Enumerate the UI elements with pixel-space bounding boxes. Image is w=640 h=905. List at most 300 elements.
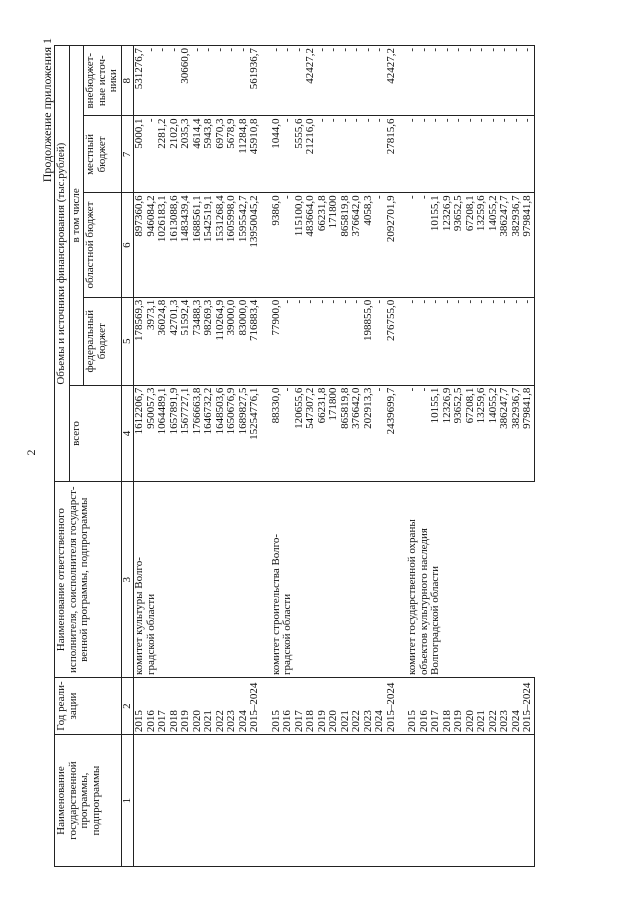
regional-cell: 66231,8	[317, 193, 329, 297]
federal-cell: 39000,0	[226, 297, 238, 385]
extra-cell: -	[419, 46, 431, 116]
year-cell: 2023	[499, 677, 511, 734]
local-cell: 5555,6	[294, 116, 306, 193]
local-cell: -	[499, 116, 511, 193]
total-cell: 67208,1	[465, 385, 477, 482]
executor-cell	[271, 482, 398, 678]
program-name-cell	[226, 735, 238, 867]
total-cell: 1766663,8	[192, 385, 204, 482]
table-row	[522, 46, 534, 867]
local-cell: -	[146, 116, 158, 193]
local-cell: -	[340, 116, 352, 193]
extra-cell: -	[340, 46, 352, 116]
extra-cell: -	[169, 46, 181, 116]
program-name-cell	[386, 735, 398, 867]
total-cell: 2439699,7	[386, 385, 398, 482]
extra-cell: -	[271, 46, 283, 116]
total-cell: 93652,5	[453, 385, 465, 482]
program-name-cell	[238, 735, 250, 867]
total-cell: 88330,0	[271, 385, 283, 482]
extra-cell: -	[282, 46, 294, 116]
year-cell: 2018	[305, 677, 317, 734]
local-cell: 27815,6	[386, 116, 398, 193]
year-cell: 2015–2024	[386, 677, 398, 734]
extra-cell: -	[146, 46, 158, 116]
regional-cell: 946084,2	[146, 193, 158, 297]
header-regional: областной бюджет	[84, 193, 122, 297]
local-cell: -	[511, 116, 523, 193]
local-cell: -	[328, 116, 340, 193]
header-extra: внебюджет-ные источ-ники	[84, 46, 122, 116]
regional-cell: 10155,1	[430, 193, 442, 297]
year-cell: 2023	[363, 677, 375, 734]
local-cell: -	[407, 116, 419, 193]
header-including: в том числе	[69, 46, 84, 386]
table-row	[203, 46, 215, 867]
program-name-cell	[430, 735, 442, 867]
table-row	[146, 46, 158, 867]
program-name-cell	[407, 735, 419, 867]
program-name-cell	[169, 735, 181, 867]
regional-cell: 1531268,4	[215, 193, 227, 297]
total-cell: 376642,0	[351, 385, 363, 482]
year-cell: 2019	[317, 677, 329, 734]
page-number: 2	[24, 449, 38, 456]
federal-cell: -	[317, 297, 329, 385]
regional-cell: -	[374, 193, 386, 297]
year-cell: 2018	[442, 677, 454, 734]
program-name-cell	[203, 735, 215, 867]
extra-cell: -	[430, 46, 442, 116]
extra-cell: -	[374, 46, 386, 116]
table-row	[430, 46, 442, 867]
extra-cell: -	[294, 46, 306, 116]
regional-cell: 376642,0	[351, 193, 363, 297]
header-volumes: Объемы и источники финансирования (тыс.рублей)	[55, 46, 70, 482]
total-cell: 13259,6	[476, 385, 488, 482]
total-cell: 1657891,9	[169, 385, 181, 482]
local-cell: 21216,0	[305, 116, 317, 193]
local-cell: -	[453, 116, 465, 193]
regional-cell: 13950045,2	[249, 193, 261, 297]
year-cell: 2019	[180, 677, 192, 734]
federal-cell: 276755,0	[386, 297, 398, 385]
regional-cell: 1595542,7	[238, 193, 250, 297]
local-cell: 5943,8	[203, 116, 215, 193]
year-cell: 2024	[374, 677, 386, 734]
program-name-cell	[363, 735, 375, 867]
year-cell: 2015–2024	[249, 677, 261, 734]
total-cell: 171800	[328, 385, 340, 482]
program-name-cell	[340, 735, 352, 867]
local-cell: -	[374, 116, 386, 193]
executor-cell	[407, 482, 534, 678]
federal-cell: -	[511, 297, 523, 385]
local-cell: -	[476, 116, 488, 193]
program-name-cell	[419, 735, 431, 867]
extra-cell: -	[351, 46, 363, 116]
extra-cell: -	[442, 46, 454, 116]
program-name-cell	[157, 735, 169, 867]
executor-line: комитет строительства Волго-	[269, 533, 282, 675]
local-cell: 1044,0	[271, 116, 283, 193]
table-row	[317, 46, 329, 867]
local-cell: -	[430, 116, 442, 193]
extra-cell: -	[215, 46, 227, 116]
column-number: 8	[121, 46, 134, 116]
table-row	[169, 46, 181, 867]
regional-cell: 897360,6	[134, 193, 146, 297]
local-cell: -	[488, 116, 500, 193]
total-cell: 12326,9	[442, 385, 454, 482]
extra-cell: 42427,2	[305, 46, 317, 116]
table-row	[476, 46, 488, 867]
local-cell: -	[442, 116, 454, 193]
federal-cell: -	[374, 297, 386, 385]
column-number: 7	[121, 116, 134, 193]
local-cell: 2281,2	[157, 116, 169, 193]
federal-cell: 51592,4	[180, 297, 192, 385]
local-cell: 45910,8	[249, 116, 261, 193]
executor-line: объектов культурного наследия	[417, 528, 430, 675]
year-cell: 2017	[294, 677, 306, 734]
regional-cell: 2092701,9	[386, 193, 398, 297]
federal-cell: 110264,9	[215, 297, 227, 385]
federal-cell: -	[419, 297, 431, 385]
regional-cell: 1542519,1	[203, 193, 215, 297]
table-row	[157, 46, 169, 867]
table-row	[271, 46, 283, 867]
total-cell: 1650676,9	[226, 385, 238, 482]
extra-cell: -	[465, 46, 477, 116]
program-name-cell	[192, 735, 204, 867]
year-cell: 2021	[203, 677, 215, 734]
regional-cell: -	[407, 193, 419, 297]
extra-cell: 42427,2	[386, 46, 398, 116]
total-cell: 120655,6	[294, 385, 306, 482]
table-row	[249, 46, 261, 867]
program-name-cell	[305, 735, 317, 867]
year-cell: 2021	[476, 677, 488, 734]
total-cell: -	[282, 385, 294, 482]
total-cell: -	[374, 385, 386, 482]
header-total: всего	[69, 385, 121, 482]
regional-cell: 865819,8	[340, 193, 352, 297]
program-name-cell	[453, 735, 465, 867]
program-name-cell	[465, 735, 477, 867]
local-cell: -	[351, 116, 363, 193]
local-cell: 11284,8	[238, 116, 250, 193]
total-cell: 1689827,5	[238, 385, 250, 482]
federal-cell: 83000,0	[238, 297, 250, 385]
regional-cell: 9386,0	[271, 193, 283, 297]
total-cell: 1648503,6	[215, 385, 227, 482]
table-row	[282, 46, 294, 867]
local-cell: -	[465, 116, 477, 193]
table-row	[351, 46, 363, 867]
year-cell: 2020	[192, 677, 204, 734]
federal-cell: 73488,3	[192, 297, 204, 385]
federal-cell: -	[442, 297, 454, 385]
program-name-cell	[282, 735, 294, 867]
header-program-name: Наименование государственной программы, подпрограммы	[55, 735, 122, 867]
federal-cell: -	[305, 297, 317, 385]
table-row	[192, 46, 204, 867]
year-cell: 2022	[351, 677, 363, 734]
local-cell: 5678,9	[226, 116, 238, 193]
regional-cell: 93652,5	[453, 193, 465, 297]
table-row	[294, 46, 306, 867]
column-number: 6	[121, 193, 134, 297]
year-cell: 2018	[169, 677, 181, 734]
column-number: 4	[121, 385, 134, 482]
column-number: 2	[121, 677, 134, 734]
regional-cell: 1688561,1	[192, 193, 204, 297]
local-cell: 2102,0	[169, 116, 181, 193]
table-row	[180, 46, 192, 867]
local-cell: 4614,4	[192, 116, 204, 193]
column-numbers-row	[121, 46, 134, 867]
extra-cell: 531276,7	[134, 46, 146, 116]
year-cell: 2015	[271, 677, 283, 734]
federal-cell: 42701,3	[169, 297, 181, 385]
extra-cell: -	[363, 46, 375, 116]
total-cell: 1612206,7	[134, 385, 146, 482]
year-cell: 2020	[465, 677, 477, 734]
total-cell: 382936,7	[511, 385, 523, 482]
regional-cell: 1613088,6	[169, 193, 181, 297]
total-cell: -	[419, 385, 431, 482]
program-name-cell	[328, 735, 340, 867]
federal-cell: 98269,3	[203, 297, 215, 385]
header-year: Год реали-зации	[55, 677, 122, 734]
extra-cell: -	[328, 46, 340, 116]
regional-cell: 4058,3	[363, 193, 375, 297]
federal-cell: 36024,8	[157, 297, 169, 385]
total-cell: 1567727,1	[180, 385, 192, 482]
table-row	[453, 46, 465, 867]
local-cell: 6970,3	[215, 116, 227, 193]
total-cell: 950057,3	[146, 385, 158, 482]
federal-cell: -	[328, 297, 340, 385]
federal-cell: -	[499, 297, 511, 385]
program-name-cell	[134, 735, 146, 867]
header-local: местный бюджет	[84, 116, 122, 193]
regional-cell: 386247,7	[499, 193, 511, 297]
extra-cell: -	[226, 46, 238, 116]
regional-cell: 13259,6	[476, 193, 488, 297]
table-row	[328, 46, 340, 867]
executor-line: комитет государственной охраны	[406, 519, 418, 675]
program-name-cell	[294, 735, 306, 867]
regional-cell: 171800	[328, 193, 340, 297]
total-cell: 202913,3	[363, 385, 375, 482]
federal-cell: 198855,0	[363, 297, 375, 385]
table-row	[238, 46, 250, 867]
local-cell: 5000,1	[134, 116, 146, 193]
federal-cell: 178569,3	[134, 297, 146, 385]
program-name-cell	[488, 735, 500, 867]
regional-cell: 483664,0	[305, 193, 317, 297]
executor-cell	[134, 482, 261, 678]
total-cell: 15254776,1	[249, 385, 261, 482]
table-row	[419, 46, 431, 867]
table-row	[215, 46, 227, 867]
regional-cell: 67208,1	[465, 193, 477, 297]
table-row	[386, 46, 398, 867]
federal-cell: -	[430, 297, 442, 385]
extra-cell: -	[453, 46, 465, 116]
regional-cell: 1026183,1	[157, 193, 169, 297]
program-name-cell	[249, 735, 261, 867]
local-cell: -	[317, 116, 329, 193]
table-row	[407, 46, 419, 867]
table-row	[374, 46, 386, 867]
year-cell: 2015	[407, 677, 419, 734]
year-cell: 2024	[511, 677, 523, 734]
local-cell: 2035,3	[180, 116, 192, 193]
table-row	[134, 46, 146, 867]
federal-cell: -	[465, 297, 477, 385]
total-cell: 1646732,2	[203, 385, 215, 482]
program-name-cell	[442, 735, 454, 867]
total-cell: 1064489,1	[157, 385, 169, 482]
regional-cell: 1483439,4	[180, 193, 192, 297]
regional-cell: 1605998,0	[226, 193, 238, 297]
local-cell: -	[419, 116, 431, 193]
table-body	[134, 46, 535, 867]
extra-cell: -	[499, 46, 511, 116]
extra-cell: -	[476, 46, 488, 116]
total-cell: -	[407, 385, 419, 482]
extra-cell: -	[317, 46, 329, 116]
total-cell: 10155,1	[430, 385, 442, 482]
group-separator	[261, 46, 271, 867]
table-row	[442, 46, 454, 867]
group-separator	[397, 46, 407, 867]
year-cell: 2015	[134, 677, 146, 734]
regional-cell: 382936,7	[511, 193, 523, 297]
column-number: 5	[121, 297, 134, 385]
column-number: 3	[121, 482, 134, 678]
local-cell: -	[363, 116, 375, 193]
table-row	[511, 46, 523, 867]
extra-cell: -	[407, 46, 419, 116]
federal-cell: 716883,4	[249, 297, 261, 385]
program-name-cell	[499, 735, 511, 867]
program-name-cell	[180, 735, 192, 867]
table-row	[465, 46, 477, 867]
total-cell: 66231,8	[317, 385, 329, 482]
federal-cell: -	[453, 297, 465, 385]
year-cell: 2017	[430, 677, 442, 734]
regional-cell: 12326,9	[442, 193, 454, 297]
regional-cell: 979841,8	[522, 193, 534, 297]
table-row	[305, 46, 317, 867]
table-row	[499, 46, 511, 867]
federal-cell: -	[476, 297, 488, 385]
year-cell: 2019	[453, 677, 465, 734]
executor-line: градской области	[281, 593, 293, 675]
federal-cell: -	[340, 297, 352, 385]
regional-cell: -	[419, 193, 431, 297]
table-row	[226, 46, 238, 867]
federal-cell: -	[282, 297, 294, 385]
program-name-cell	[271, 735, 283, 867]
financing-table	[54, 45, 535, 867]
continuation-label: Продолжение приложения 1	[40, 38, 54, 183]
federal-cell: -	[407, 297, 419, 385]
executor-line: Волгоградской области	[429, 565, 441, 675]
program-name-cell	[374, 735, 386, 867]
federal-cell: -	[522, 297, 534, 385]
program-name-cell	[317, 735, 329, 867]
extra-cell: 561936,7	[249, 46, 261, 116]
total-cell: 979841,8	[522, 385, 534, 482]
year-cell: 2024	[238, 677, 250, 734]
total-cell: 14055,2	[488, 385, 500, 482]
extra-cell: -	[203, 46, 215, 116]
extra-cell: -	[157, 46, 169, 116]
header-executor: Наименование ответственного исполнителя, соисполнителя государст-венной программы, подпрограммы	[55, 482, 122, 678]
program-name-cell	[522, 735, 534, 867]
federal-cell: -	[488, 297, 500, 385]
program-name-cell	[351, 735, 363, 867]
year-cell: 2022	[215, 677, 227, 734]
regional-cell: 115100,0	[294, 193, 306, 297]
federal-cell: -	[351, 297, 363, 385]
table-row	[340, 46, 352, 867]
total-cell: 865819,8	[340, 385, 352, 482]
year-cell: 2022	[488, 677, 500, 734]
program-name-cell	[146, 735, 158, 867]
extra-cell: -	[522, 46, 534, 116]
year-cell: 2023	[226, 677, 238, 734]
year-cell: 2017	[157, 677, 169, 734]
total-cell: 386247,7	[499, 385, 511, 482]
year-cell: 2016	[419, 677, 431, 734]
extra-cell: -	[488, 46, 500, 116]
table-row	[488, 46, 500, 867]
executor-line: градской области	[144, 593, 157, 675]
year-cell: 2021	[340, 677, 352, 734]
table-row	[363, 46, 375, 867]
regional-cell: 14055,2	[488, 193, 500, 297]
table-header	[55, 46, 134, 867]
program-name-cell	[476, 735, 488, 867]
total-cell: 547307,2	[305, 385, 317, 482]
extra-cell: -	[238, 46, 250, 116]
federal-cell: 77900,0	[271, 297, 283, 385]
extra-cell: -	[511, 46, 523, 116]
program-name-cell	[511, 735, 523, 867]
federal-cell: 3973,1	[146, 297, 158, 385]
local-cell: -	[282, 116, 294, 193]
extra-cell: 30660,0	[180, 46, 192, 116]
executor-line: комитет культуры Волго-	[133, 557, 145, 675]
regional-cell: -	[282, 193, 294, 297]
local-cell: -	[522, 116, 534, 193]
federal-cell: -	[294, 297, 306, 385]
year-cell: 2016	[282, 677, 294, 734]
program-name-cell	[215, 735, 227, 867]
year-cell: 2016	[146, 677, 158, 734]
year-cell: 2020	[328, 677, 340, 734]
column-number: 1	[121, 735, 134, 867]
header-federal: федеральный бюджет	[84, 297, 122, 385]
extra-cell: -	[192, 46, 204, 116]
year-cell: 2015–2024	[522, 677, 534, 734]
